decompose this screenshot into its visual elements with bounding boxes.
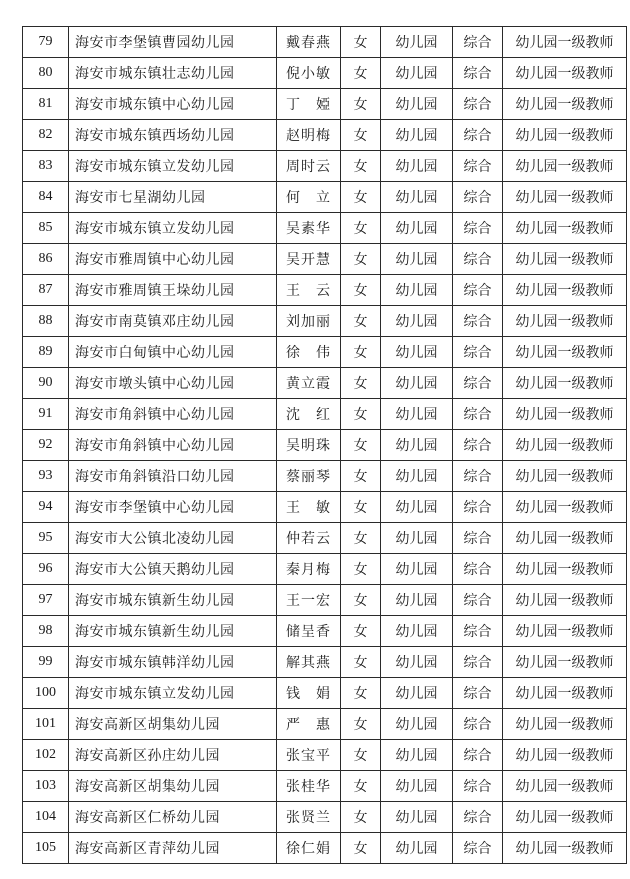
teacher-name-cell: 张宝平 [277, 740, 341, 771]
gender-cell: 女 [341, 430, 381, 461]
subject-cell: 综合 [453, 833, 503, 864]
school-cell: 海安市城东镇西场幼儿园 [69, 120, 277, 151]
school-cell: 海安市李堡镇曹园幼儿园 [69, 27, 277, 58]
professional-title-cell: 幼儿园一级教师 [503, 709, 627, 740]
school-cell: 海安市城东镇壮志幼儿园 [69, 58, 277, 89]
table-row [23, 27, 627, 58]
school-cell: 海安市城东镇立发幼儿园 [69, 151, 277, 182]
gender-cell: 女 [341, 554, 381, 585]
teacher-name-cell: 赵明梅 [277, 120, 341, 151]
school-cell: 海安市李堡镇中心幼儿园 [69, 492, 277, 523]
table-row [23, 585, 627, 616]
professional-title-cell: 幼儿园一级教师 [503, 523, 627, 554]
school-type-cell: 幼儿园 [381, 709, 453, 740]
table-row [23, 306, 627, 337]
gender-cell: 女 [341, 523, 381, 554]
subject-cell: 综合 [453, 399, 503, 430]
table-row [23, 802, 627, 833]
table-row [23, 244, 627, 275]
table-row [23, 275, 627, 306]
table-row [23, 492, 627, 523]
professional-title-cell: 幼儿园一级教师 [503, 89, 627, 120]
school-cell: 海安高新区青萍幼儿园 [69, 833, 277, 864]
school-type-cell: 幼儿园 [381, 430, 453, 461]
gender-cell: 女 [341, 585, 381, 616]
gender-cell: 女 [341, 182, 381, 213]
professional-title-cell: 幼儿园一级教师 [503, 771, 627, 802]
table-body [23, 27, 627, 864]
row-number-cell: 98 [23, 616, 69, 647]
gender-cell: 女 [341, 802, 381, 833]
subject-cell: 综合 [453, 523, 503, 554]
gender-cell: 女 [341, 492, 381, 523]
subject-cell: 综合 [453, 616, 503, 647]
gender-cell: 女 [341, 213, 381, 244]
teacher-name-cell: 吴素华 [277, 213, 341, 244]
subject-cell: 综合 [453, 306, 503, 337]
personnel-table [22, 26, 627, 864]
teacher-name-cell: 王一宏 [277, 585, 341, 616]
teacher-name-cell: 戴春燕 [277, 27, 341, 58]
school-cell: 海安高新区仁桥幼儿园 [69, 802, 277, 833]
school-cell: 海安高新区胡集幼儿园 [69, 771, 277, 802]
professional-title-cell: 幼儿园一级教师 [503, 554, 627, 585]
table-row [23, 740, 627, 771]
professional-title-cell: 幼儿园一级教师 [503, 740, 627, 771]
school-type-cell: 幼儿园 [381, 554, 453, 585]
professional-title-cell: 幼儿园一级教师 [503, 585, 627, 616]
table-row [23, 833, 627, 864]
teacher-name-cell: 王 敏 [277, 492, 341, 523]
school-type-cell: 幼儿园 [381, 523, 453, 554]
school-type-cell: 幼儿园 [381, 771, 453, 802]
row-number-cell: 97 [23, 585, 69, 616]
gender-cell: 女 [341, 399, 381, 430]
school-type-cell: 幼儿园 [381, 678, 453, 709]
row-number-cell: 103 [23, 771, 69, 802]
teacher-name-cell: 何 立 [277, 182, 341, 213]
table-row [23, 523, 627, 554]
row-number-cell: 89 [23, 337, 69, 368]
table-row [23, 461, 627, 492]
row-number-cell: 82 [23, 120, 69, 151]
gender-cell: 女 [341, 678, 381, 709]
professional-title-cell: 幼儿园一级教师 [503, 461, 627, 492]
table-row [23, 120, 627, 151]
subject-cell: 综合 [453, 709, 503, 740]
subject-cell: 综合 [453, 802, 503, 833]
subject-cell: 综合 [453, 89, 503, 120]
subject-cell: 综合 [453, 151, 503, 182]
row-number-cell: 92 [23, 430, 69, 461]
table-row [23, 151, 627, 182]
teacher-name-cell: 张桂华 [277, 771, 341, 802]
row-number-cell: 102 [23, 740, 69, 771]
teacher-name-cell: 解其燕 [277, 647, 341, 678]
school-cell: 海安市城东镇韩洋幼儿园 [69, 647, 277, 678]
school-type-cell: 幼儿园 [381, 89, 453, 120]
school-type-cell: 幼儿园 [381, 306, 453, 337]
gender-cell: 女 [341, 58, 381, 89]
table-row [23, 213, 627, 244]
table-row [23, 58, 627, 89]
professional-title-cell: 幼儿园一级教师 [503, 368, 627, 399]
teacher-name-cell: 黄立霞 [277, 368, 341, 399]
school-type-cell: 幼儿园 [381, 213, 453, 244]
gender-cell: 女 [341, 244, 381, 275]
school-cell: 海安市城东镇新生幼儿园 [69, 585, 277, 616]
school-cell: 海安市雅周镇王垛幼儿园 [69, 275, 277, 306]
professional-title-cell: 幼儿园一级教师 [503, 430, 627, 461]
table-row [23, 430, 627, 461]
gender-cell: 女 [341, 151, 381, 182]
row-number-cell: 100 [23, 678, 69, 709]
row-number-cell: 101 [23, 709, 69, 740]
table-row [23, 771, 627, 802]
professional-title-cell: 幼儿园一级教师 [503, 802, 627, 833]
school-cell: 海安市七星湖幼儿园 [69, 182, 277, 213]
teacher-name-cell: 刘加丽 [277, 306, 341, 337]
subject-cell: 综合 [453, 337, 503, 368]
row-number-cell: 80 [23, 58, 69, 89]
gender-cell: 女 [341, 275, 381, 306]
gender-cell: 女 [341, 337, 381, 368]
teacher-name-cell: 严 惠 [277, 709, 341, 740]
school-cell: 海安市城东镇立发幼儿园 [69, 678, 277, 709]
school-type-cell: 幼儿园 [381, 58, 453, 89]
table-row [23, 554, 627, 585]
gender-cell: 女 [341, 740, 381, 771]
professional-title-cell: 幼儿园一级教师 [503, 647, 627, 678]
row-number-cell: 79 [23, 27, 69, 58]
teacher-name-cell: 吴开慧 [277, 244, 341, 275]
row-number-cell: 95 [23, 523, 69, 554]
subject-cell: 综合 [453, 213, 503, 244]
gender-cell: 女 [341, 27, 381, 58]
school-type-cell: 幼儿园 [381, 616, 453, 647]
professional-title-cell: 幼儿园一级教师 [503, 58, 627, 89]
teacher-name-cell: 倪小敏 [277, 58, 341, 89]
row-number-cell: 94 [23, 492, 69, 523]
professional-title-cell: 幼儿园一级教师 [503, 151, 627, 182]
professional-title-cell: 幼儿园一级教师 [503, 275, 627, 306]
gender-cell: 女 [341, 771, 381, 802]
row-number-cell: 104 [23, 802, 69, 833]
professional-title-cell: 幼儿园一级教师 [503, 337, 627, 368]
school-type-cell: 幼儿园 [381, 368, 453, 399]
school-cell: 海安市大公镇天鹅幼儿园 [69, 554, 277, 585]
subject-cell: 综合 [453, 275, 503, 306]
school-cell: 海安市城东镇新生幼儿园 [69, 616, 277, 647]
subject-cell: 综合 [453, 27, 503, 58]
teacher-name-cell: 徐 伟 [277, 337, 341, 368]
teacher-name-cell: 吴明珠 [277, 430, 341, 461]
school-type-cell: 幼儿园 [381, 461, 453, 492]
professional-title-cell: 幼儿园一级教师 [503, 833, 627, 864]
subject-cell: 综合 [453, 430, 503, 461]
school-type-cell: 幼儿园 [381, 399, 453, 430]
row-number-cell: 90 [23, 368, 69, 399]
school-type-cell: 幼儿园 [381, 585, 453, 616]
gender-cell: 女 [341, 461, 381, 492]
school-cell: 海安市大公镇北凌幼儿园 [69, 523, 277, 554]
professional-title-cell: 幼儿园一级教师 [503, 27, 627, 58]
row-number-cell: 84 [23, 182, 69, 213]
table-row [23, 368, 627, 399]
school-type-cell: 幼儿园 [381, 27, 453, 58]
teacher-name-cell: 周时云 [277, 151, 341, 182]
subject-cell: 综合 [453, 58, 503, 89]
school-type-cell: 幼儿园 [381, 833, 453, 864]
professional-title-cell: 幼儿园一级教师 [503, 182, 627, 213]
school-type-cell: 幼儿园 [381, 182, 453, 213]
teacher-name-cell: 王 云 [277, 275, 341, 306]
school-type-cell: 幼儿园 [381, 802, 453, 833]
teacher-name-cell: 蔡丽琴 [277, 461, 341, 492]
teacher-name-cell: 张贤兰 [277, 802, 341, 833]
table-row [23, 399, 627, 430]
professional-title-cell: 幼儿园一级教师 [503, 213, 627, 244]
table-row [23, 89, 627, 120]
gender-cell: 女 [341, 616, 381, 647]
school-type-cell: 幼儿园 [381, 492, 453, 523]
row-number-cell: 86 [23, 244, 69, 275]
school-cell: 海安市城东镇中心幼儿园 [69, 89, 277, 120]
school-type-cell: 幼儿园 [381, 151, 453, 182]
school-cell: 海安市角斜镇中心幼儿园 [69, 399, 277, 430]
row-number-cell: 96 [23, 554, 69, 585]
table-row [23, 337, 627, 368]
table-row [23, 678, 627, 709]
school-type-cell: 幼儿园 [381, 337, 453, 368]
gender-cell: 女 [341, 368, 381, 399]
professional-title-cell: 幼儿园一级教师 [503, 244, 627, 275]
row-number-cell: 83 [23, 151, 69, 182]
gender-cell: 女 [341, 120, 381, 151]
subject-cell: 综合 [453, 678, 503, 709]
gender-cell: 女 [341, 647, 381, 678]
school-cell: 海安高新区孙庄幼儿园 [69, 740, 277, 771]
table-row [23, 709, 627, 740]
school-type-cell: 幼儿园 [381, 244, 453, 275]
subject-cell: 综合 [453, 740, 503, 771]
table-row [23, 647, 627, 678]
gender-cell: 女 [341, 833, 381, 864]
school-cell: 海安市角斜镇沿口幼儿园 [69, 461, 277, 492]
row-number-cell: 91 [23, 399, 69, 430]
professional-title-cell: 幼儿园一级教师 [503, 120, 627, 151]
teacher-name-cell: 储呈香 [277, 616, 341, 647]
table-row [23, 182, 627, 213]
subject-cell: 综合 [453, 244, 503, 275]
school-cell: 海安市白甸镇中心幼儿园 [69, 337, 277, 368]
gender-cell: 女 [341, 306, 381, 337]
school-cell: 海安市南莫镇邓庄幼儿园 [69, 306, 277, 337]
teacher-name-cell: 钱 娟 [277, 678, 341, 709]
school-type-cell: 幼儿园 [381, 740, 453, 771]
professional-title-cell: 幼儿园一级教师 [503, 616, 627, 647]
subject-cell: 综合 [453, 182, 503, 213]
row-number-cell: 87 [23, 275, 69, 306]
row-number-cell: 88 [23, 306, 69, 337]
teacher-name-cell: 秦月梅 [277, 554, 341, 585]
row-number-cell: 99 [23, 647, 69, 678]
gender-cell: 女 [341, 709, 381, 740]
subject-cell: 综合 [453, 461, 503, 492]
subject-cell: 综合 [453, 647, 503, 678]
school-cell: 海安市角斜镇中心幼儿园 [69, 430, 277, 461]
subject-cell: 综合 [453, 368, 503, 399]
school-type-cell: 幼儿园 [381, 647, 453, 678]
school-cell: 海安市雅周镇中心幼儿园 [69, 244, 277, 275]
row-number-cell: 81 [23, 89, 69, 120]
professional-title-cell: 幼儿园一级教师 [503, 678, 627, 709]
subject-cell: 综合 [453, 120, 503, 151]
teacher-name-cell: 徐仁娟 [277, 833, 341, 864]
subject-cell: 综合 [453, 492, 503, 523]
subject-cell: 综合 [453, 771, 503, 802]
school-cell: 海安市城东镇立发幼儿园 [69, 213, 277, 244]
teacher-name-cell: 沈 红 [277, 399, 341, 430]
school-type-cell: 幼儿园 [381, 275, 453, 306]
professional-title-cell: 幼儿园一级教师 [503, 399, 627, 430]
professional-title-cell: 幼儿园一级教师 [503, 492, 627, 523]
gender-cell: 女 [341, 89, 381, 120]
table-row [23, 616, 627, 647]
school-cell: 海安市墩头镇中心幼儿园 [69, 368, 277, 399]
professional-title-cell: 幼儿园一级教师 [503, 306, 627, 337]
subject-cell: 综合 [453, 585, 503, 616]
school-type-cell: 幼儿园 [381, 120, 453, 151]
row-number-cell: 93 [23, 461, 69, 492]
teacher-name-cell: 丁 婭 [277, 89, 341, 120]
school-cell: 海安高新区胡集幼儿园 [69, 709, 277, 740]
row-number-cell: 105 [23, 833, 69, 864]
teacher-name-cell: 仲若云 [277, 523, 341, 554]
row-number-cell: 85 [23, 213, 69, 244]
subject-cell: 综合 [453, 554, 503, 585]
